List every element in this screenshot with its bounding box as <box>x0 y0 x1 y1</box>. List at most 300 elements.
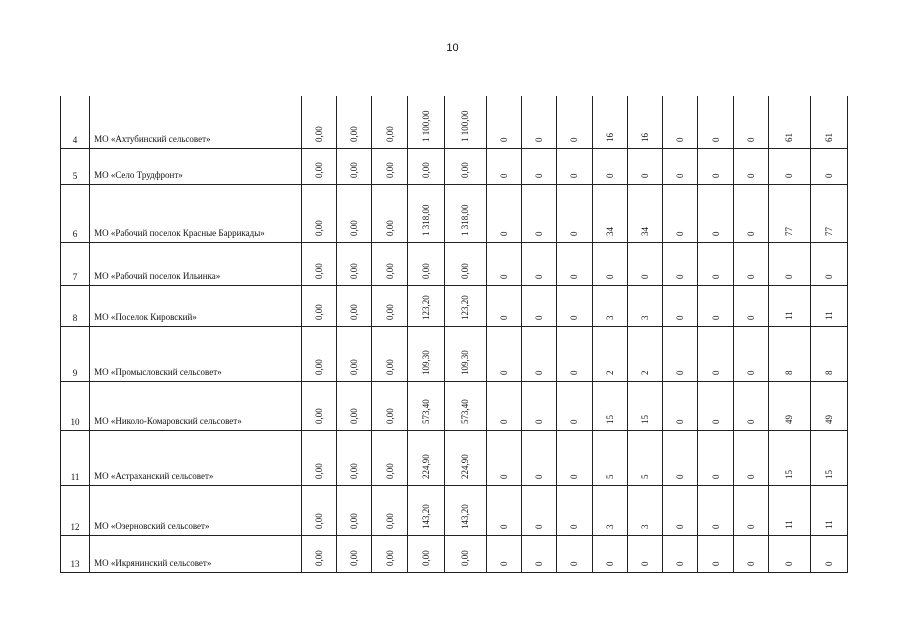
value-cell <box>698 326 733 381</box>
value-cell <box>627 430 662 485</box>
table-row <box>61 184 848 242</box>
value-text: 0 <box>784 173 795 178</box>
value-text: 0 <box>498 274 509 279</box>
municipality-name: МО «Икрянинский сельсовет» <box>90 535 302 572</box>
table-row <box>61 381 848 430</box>
value-cell <box>769 326 811 381</box>
value-cell <box>627 485 662 535</box>
value-cell <box>592 535 627 572</box>
value-text: 0 <box>498 524 509 529</box>
value-text: 0 <box>604 561 615 566</box>
value-cell <box>445 430 487 485</box>
value-text: 0,00 <box>314 219 324 236</box>
value-text: 0 <box>569 137 580 142</box>
value-text: 0 <box>675 274 686 279</box>
value-cell <box>592 242 627 285</box>
value-cell <box>301 326 336 381</box>
table-row <box>61 285 848 326</box>
value-cell <box>337 285 372 326</box>
value-text: 0 <box>498 419 509 424</box>
value-cell <box>627 381 662 430</box>
value-text: 0 <box>710 173 721 178</box>
value-text: 0,00 <box>349 219 360 236</box>
value-cell <box>557 285 592 326</box>
value-text: 0 <box>784 561 795 566</box>
value-cell <box>486 430 521 485</box>
value-cell <box>557 381 592 430</box>
value-cell <box>557 96 592 148</box>
value-text: 8 <box>784 370 795 375</box>
value-cell <box>521 242 556 285</box>
value-text: 0 <box>675 474 686 479</box>
value-text: 0,00 <box>314 358 324 375</box>
value-cell <box>301 381 336 430</box>
value-cell <box>733 148 768 184</box>
value-text: 0 <box>569 370 580 375</box>
value-text: 34 <box>604 226 615 236</box>
value-cell <box>301 430 336 485</box>
value-cell <box>445 285 487 326</box>
value-text: 0,00 <box>384 512 395 529</box>
value-text: 0 <box>710 474 721 479</box>
value-text: 0 <box>569 474 580 479</box>
value-text: 0 <box>675 561 686 566</box>
value-text: 0 <box>710 137 721 142</box>
value-text: 0 <box>745 274 756 279</box>
value-cell <box>407 535 444 572</box>
data-table-container <box>60 96 848 571</box>
value-text: 0 <box>498 315 509 320</box>
value-cell <box>592 430 627 485</box>
value-cell <box>337 535 372 572</box>
value-text: 49 <box>784 414 795 424</box>
value-text: 15 <box>784 469 795 479</box>
value-cell <box>486 148 521 184</box>
value-text: 0 <box>675 173 686 178</box>
value-text: 0,00 <box>420 161 431 178</box>
value-text: 109,30 <box>460 349 471 375</box>
value-cell <box>337 326 372 381</box>
value-cell <box>663 184 698 242</box>
value-text: 0 <box>745 474 756 479</box>
value-cell <box>372 430 407 485</box>
value-cell <box>372 184 407 242</box>
value-text: 0 <box>675 315 686 320</box>
value-text: 0 <box>745 561 756 566</box>
municipality-name: МО «Рабочий поселок Красные Баррикады» <box>90 184 302 242</box>
value-text: 11 <box>823 519 834 529</box>
value-cell <box>407 96 444 148</box>
value-cell <box>337 430 372 485</box>
row-number: 5 <box>61 148 90 184</box>
value-cell <box>592 148 627 184</box>
value-text: 0,00 <box>349 262 360 279</box>
value-cell <box>445 96 487 148</box>
value-text: 0 <box>534 524 545 529</box>
value-text: 0,00 <box>460 549 471 566</box>
row-number: 4 <box>61 96 90 148</box>
value-text: 0 <box>534 315 545 320</box>
value-cell <box>445 485 487 535</box>
value-text: 0 <box>639 173 650 178</box>
value-text: 0 <box>498 231 509 236</box>
value-cell <box>372 148 407 184</box>
value-text: 573,40 <box>420 398 431 424</box>
value-text: 0 <box>639 274 650 279</box>
row-number: 9 <box>61 326 90 381</box>
value-text: 0 <box>534 419 545 424</box>
row-number: 13 <box>61 535 90 572</box>
value-text: 0 <box>745 370 756 375</box>
value-text: 0,00 <box>384 407 395 424</box>
value-cell <box>301 285 336 326</box>
value-text: 0 <box>823 274 834 279</box>
row-number: 10 <box>61 381 90 430</box>
value-text: 0 <box>534 173 545 178</box>
value-cell <box>407 485 444 535</box>
value-text: 77 <box>823 226 834 236</box>
value-cell <box>407 326 444 381</box>
value-text: 0 <box>823 561 834 566</box>
value-text: 3 <box>604 524 615 529</box>
value-cell <box>407 381 444 430</box>
value-text: 1 318,00 <box>420 204 431 236</box>
value-cell <box>521 96 556 148</box>
value-cell <box>407 148 444 184</box>
value-cell <box>769 96 811 148</box>
value-cell <box>301 535 336 572</box>
value-cell <box>663 96 698 148</box>
value-text: 0,00 <box>314 262 324 279</box>
value-text: 1 318,00 <box>460 204 471 236</box>
value-cell <box>486 96 521 148</box>
value-text: 0,00 <box>384 358 395 375</box>
value-cell <box>445 326 487 381</box>
value-cell <box>627 148 662 184</box>
value-cell <box>301 148 336 184</box>
value-text: 0,00 <box>384 125 395 142</box>
value-cell <box>627 535 662 572</box>
value-cell <box>445 184 487 242</box>
value-text: 0 <box>498 173 509 178</box>
value-text: 0,00 <box>349 303 360 320</box>
value-cell <box>337 242 372 285</box>
value-text: 2 <box>639 370 650 375</box>
value-text: 0,00 <box>349 549 360 566</box>
value-text: 0 <box>498 370 509 375</box>
value-cell <box>810 184 847 242</box>
value-cell <box>372 381 407 430</box>
data-table <box>60 96 848 573</box>
value-cell <box>372 96 407 148</box>
value-cell <box>769 285 811 326</box>
municipality-name: МО «Ахтубинский сельсовет» <box>90 96 302 148</box>
value-text: 0 <box>710 524 721 529</box>
value-cell <box>521 148 556 184</box>
value-text: 224,90 <box>420 453 431 479</box>
value-text: 0 <box>710 231 721 236</box>
value-text: 0,00 <box>349 125 360 142</box>
municipality-name: МО «Озерновский сельсовет» <box>90 485 302 535</box>
value-cell <box>301 242 336 285</box>
value-cell <box>372 485 407 535</box>
value-text: 0,00 <box>384 161 395 178</box>
municipality-name: МО «Промысловский сельсовет» <box>90 326 302 381</box>
value-cell <box>486 285 521 326</box>
value-cell <box>810 430 847 485</box>
value-text: 0 <box>569 173 580 178</box>
value-text: 11 <box>784 310 795 320</box>
value-cell <box>521 535 556 572</box>
value-cell <box>445 148 487 184</box>
value-cell <box>557 535 592 572</box>
value-text: 1 100,00 <box>460 110 471 142</box>
value-cell <box>627 96 662 148</box>
value-text: 77 <box>784 226 795 236</box>
value-text: 573,40 <box>460 398 471 424</box>
value-cell <box>698 184 733 242</box>
value-text: 0 <box>710 561 721 566</box>
value-text: 0 <box>498 474 509 479</box>
value-cell <box>486 485 521 535</box>
value-text: 0 <box>675 137 686 142</box>
value-cell <box>698 535 733 572</box>
value-text: 0,00 <box>460 262 471 279</box>
table-row <box>61 148 848 184</box>
municipality-name: МО «Николо-Комаровский сельсовет» <box>90 381 302 430</box>
value-text: 0,00 <box>314 407 324 424</box>
value-cell <box>733 285 768 326</box>
table-row <box>61 535 848 572</box>
value-text: 0,00 <box>384 462 395 479</box>
value-cell <box>663 535 698 572</box>
value-text: 0 <box>745 173 756 178</box>
value-text: 224,90 <box>460 453 471 479</box>
value-cell <box>372 242 407 285</box>
value-cell <box>810 242 847 285</box>
value-cell <box>733 96 768 148</box>
value-cell <box>592 381 627 430</box>
value-cell <box>445 381 487 430</box>
value-text: 143,20 <box>460 503 471 529</box>
value-text: 123,20 <box>420 294 431 320</box>
row-number: 6 <box>61 184 90 242</box>
value-text: 123,20 <box>460 294 471 320</box>
value-cell <box>698 285 733 326</box>
row-number: 8 <box>61 285 90 326</box>
value-text: 1 100,00 <box>420 110 431 142</box>
value-text: 0,00 <box>384 219 395 236</box>
value-cell <box>698 381 733 430</box>
value-cell <box>663 326 698 381</box>
value-text: 0,00 <box>314 125 324 142</box>
value-text: 0 <box>604 173 615 178</box>
value-text: 5 <box>639 474 650 479</box>
value-text: 0 <box>745 137 756 142</box>
value-cell <box>337 381 372 430</box>
value-text: 0 <box>675 524 686 529</box>
value-text: 0 <box>675 370 686 375</box>
value-text: 3 <box>639 315 650 320</box>
value-cell <box>698 430 733 485</box>
value-text: 5 <box>604 474 615 479</box>
value-text: 0 <box>745 231 756 236</box>
value-cell <box>337 485 372 535</box>
value-text: 0 <box>534 231 545 236</box>
value-cell <box>769 535 811 572</box>
value-cell <box>592 285 627 326</box>
value-text: 0 <box>823 173 834 178</box>
value-cell <box>407 285 444 326</box>
value-cell <box>486 242 521 285</box>
municipality-name: МО «Село Трудфронт» <box>90 148 302 184</box>
table-row <box>61 242 848 285</box>
value-text: 8 <box>823 370 834 375</box>
municipality-name: МО «Рабочий поселок Ильинка» <box>90 242 302 285</box>
value-cell <box>733 242 768 285</box>
value-cell <box>592 326 627 381</box>
value-cell <box>733 381 768 430</box>
value-text: 0 <box>569 274 580 279</box>
value-cell <box>486 184 521 242</box>
value-cell <box>810 96 847 148</box>
value-cell <box>698 96 733 148</box>
value-text: 0,00 <box>314 462 324 479</box>
value-cell <box>698 242 733 285</box>
value-cell <box>557 242 592 285</box>
value-text: 16 <box>639 132 650 142</box>
value-text: 0,00 <box>314 512 324 529</box>
value-cell <box>407 242 444 285</box>
value-cell <box>810 148 847 184</box>
value-cell <box>301 96 336 148</box>
value-cell <box>521 184 556 242</box>
table-row <box>61 96 848 148</box>
value-text: 0 <box>498 137 509 142</box>
value-text: 49 <box>823 414 834 424</box>
value-text: 0,00 <box>420 549 431 566</box>
value-cell <box>663 285 698 326</box>
value-cell <box>663 148 698 184</box>
value-cell <box>663 381 698 430</box>
table-row <box>61 326 848 381</box>
value-text: 0 <box>534 561 545 566</box>
municipality-name: МО «Поселок Кировский» <box>90 285 302 326</box>
value-text: 0 <box>745 419 756 424</box>
value-text: 109,30 <box>420 349 431 375</box>
value-cell <box>769 381 811 430</box>
value-cell <box>557 184 592 242</box>
value-cell <box>627 242 662 285</box>
value-text: 0,00 <box>349 512 360 529</box>
value-cell <box>407 184 444 242</box>
value-cell <box>486 326 521 381</box>
value-text: 0 <box>784 274 795 279</box>
value-text: 15 <box>639 414 650 424</box>
value-text: 0,00 <box>349 161 360 178</box>
value-cell <box>592 96 627 148</box>
value-cell <box>769 148 811 184</box>
table-row <box>61 430 848 485</box>
value-text: 61 <box>823 132 834 142</box>
value-text: 0,00 <box>349 462 360 479</box>
value-text: 3 <box>639 524 650 529</box>
value-cell <box>733 184 768 242</box>
value-text: 0,00 <box>420 262 431 279</box>
value-text: 143,20 <box>420 503 431 529</box>
value-text: 61 <box>784 132 795 142</box>
value-cell <box>521 381 556 430</box>
value-text: 0,00 <box>460 161 471 178</box>
value-cell <box>557 485 592 535</box>
value-text: 0 <box>710 274 721 279</box>
value-text: 0 <box>498 561 509 566</box>
value-cell <box>733 535 768 572</box>
value-cell <box>521 485 556 535</box>
value-cell <box>521 430 556 485</box>
value-text: 0,00 <box>384 262 395 279</box>
value-text: 0 <box>534 474 545 479</box>
value-cell <box>445 242 487 285</box>
value-cell <box>810 285 847 326</box>
value-cell <box>810 326 847 381</box>
value-cell <box>407 430 444 485</box>
value-cell <box>557 148 592 184</box>
value-cell <box>733 430 768 485</box>
value-cell <box>810 535 847 572</box>
value-cell <box>592 184 627 242</box>
value-cell <box>769 485 811 535</box>
value-cell <box>769 184 811 242</box>
value-cell <box>627 285 662 326</box>
value-cell <box>372 535 407 572</box>
value-cell <box>592 485 627 535</box>
value-text: 0 <box>604 274 615 279</box>
value-text: 15 <box>823 469 834 479</box>
value-text: 11 <box>823 310 834 320</box>
value-text: 0 <box>710 419 721 424</box>
value-cell <box>627 326 662 381</box>
value-cell <box>521 285 556 326</box>
value-text: 0 <box>569 315 580 320</box>
value-cell <box>557 430 592 485</box>
value-text: 0 <box>569 231 580 236</box>
value-cell <box>698 148 733 184</box>
value-cell <box>810 381 847 430</box>
value-text: 0,00 <box>384 549 395 566</box>
value-cell <box>557 326 592 381</box>
value-text: 0 <box>675 419 686 424</box>
value-text: 15 <box>604 414 615 424</box>
value-cell <box>769 430 811 485</box>
value-text: 2 <box>604 370 615 375</box>
value-cell <box>769 242 811 285</box>
value-text: 0 <box>534 274 545 279</box>
value-cell <box>372 285 407 326</box>
municipality-name: МО «Астраханский сельсовет» <box>90 430 302 485</box>
value-cell <box>810 485 847 535</box>
value-cell <box>486 381 521 430</box>
value-cell <box>372 326 407 381</box>
value-text: 0 <box>569 419 580 424</box>
value-text: 0,00 <box>314 303 324 320</box>
value-cell <box>663 242 698 285</box>
value-text: 0 <box>745 315 756 320</box>
value-text: 0 <box>710 370 721 375</box>
page-number: 10 <box>446 42 459 54</box>
value-text: 0,00 <box>384 303 395 320</box>
value-text: 0 <box>639 561 650 566</box>
